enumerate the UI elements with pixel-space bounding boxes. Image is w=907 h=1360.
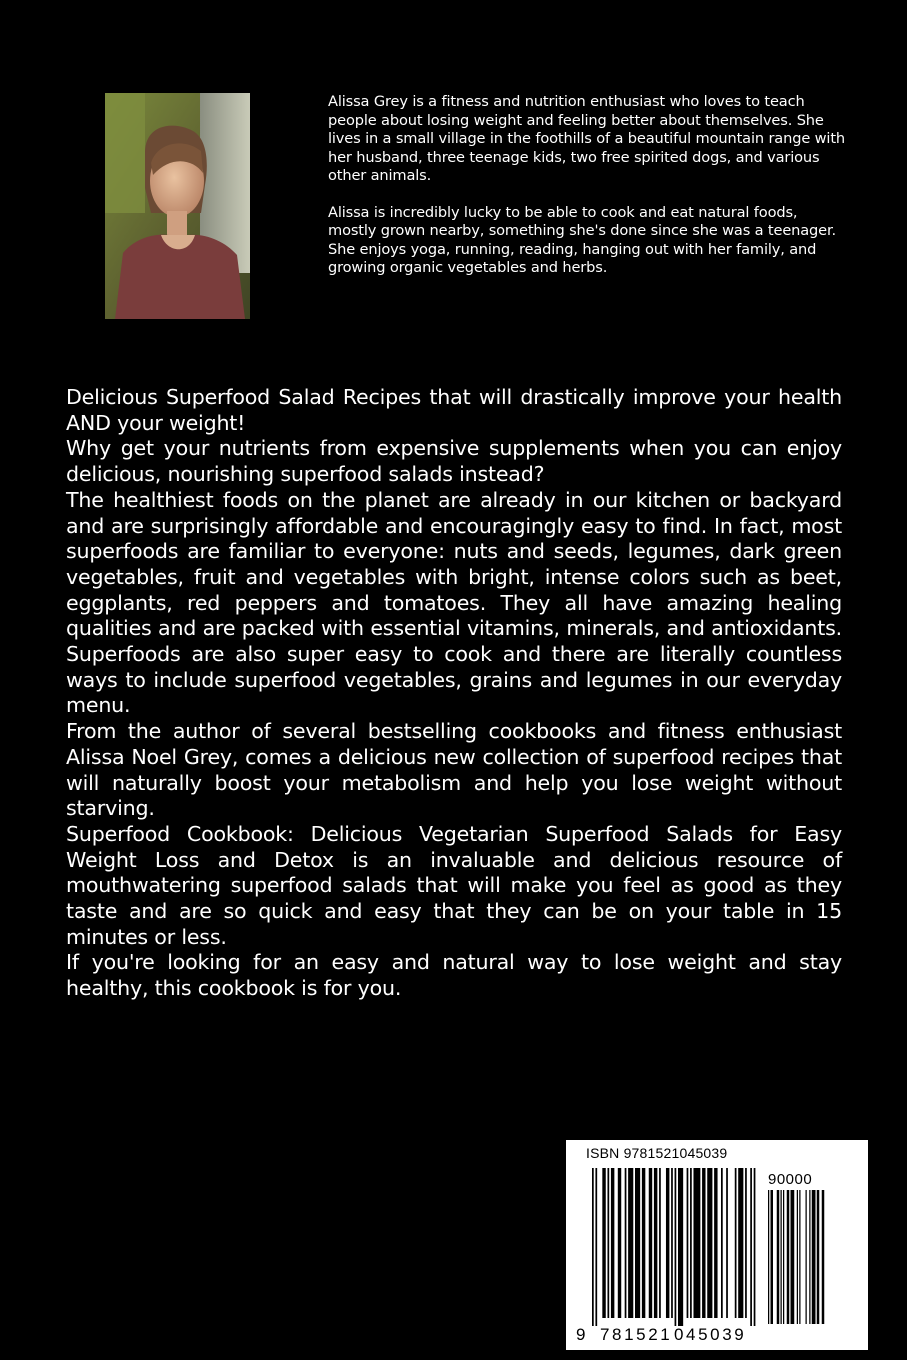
price-code: 90000 bbox=[768, 1171, 813, 1188]
ean-left-digits: 781521 bbox=[600, 1325, 673, 1344]
barcode-bar bbox=[806, 1190, 807, 1324]
author-bio-paragraph: Alissa is incredibly lucky to be able to cook and eat natural foods, mostly grown nearby, something she's done since she was a teenager. She enjoys yoga, running, reading, hanging out with her family, and growing organic vegetables and herbs. bbox=[328, 203, 836, 276]
description-paragraph: If you're looking for an easy and natural way to lose weight and stay healthy, this cookbook is for you. bbox=[66, 950, 842, 1001]
barcode-bar bbox=[592, 1168, 594, 1326]
barcode-bar bbox=[768, 1190, 769, 1324]
description-paragraph: From the author of several bestselling cookbooks and fitness enthusiast Alissa Noel Grey, comes a delicious new collection of superfood recipes that will naturally boost your metabolism and help you lose weight without starving. bbox=[66, 719, 842, 821]
barcode-bar bbox=[777, 1190, 780, 1324]
barcode-bar bbox=[797, 1190, 798, 1324]
ean-first-digit: 9 bbox=[576, 1325, 586, 1344]
barcode-bar bbox=[671, 1168, 673, 1318]
isbn-barcode-box bbox=[566, 1140, 868, 1350]
description-paragraph: Superfood Cookbook: Delicious Vegetarian Superfood Salads for Easy Weight Loss and Detox is an invaluable and delicious resource of mouthwatering superfood salads that will make you feel as good as they taste and are so quick and easy that they can be on your table in 15 minutes or less. bbox=[66, 821, 842, 949]
barcode-bar bbox=[726, 1168, 728, 1318]
barcode-bar bbox=[602, 1168, 605, 1318]
barcode-bar bbox=[628, 1168, 633, 1318]
barcode-bar bbox=[678, 1168, 683, 1326]
barcode-bar bbox=[714, 1168, 717, 1318]
barcode-bar bbox=[822, 1190, 825, 1324]
barcode-bar bbox=[771, 1190, 774, 1324]
barcode-bar bbox=[781, 1190, 782, 1324]
barcode-bar bbox=[687, 1168, 689, 1318]
barcode-bar bbox=[666, 1168, 669, 1318]
barcode-bar bbox=[754, 1168, 756, 1326]
barcode-bar bbox=[702, 1168, 705, 1318]
barcode-bar bbox=[654, 1168, 657, 1318]
barcode-bar bbox=[675, 1168, 677, 1326]
author-photo bbox=[105, 93, 250, 319]
barcode-bar bbox=[618, 1168, 621, 1318]
barcode-bar bbox=[659, 1168, 661, 1318]
barcode-bar bbox=[812, 1190, 816, 1324]
barcode-bar bbox=[635, 1168, 640, 1318]
barcode-bar bbox=[817, 1190, 820, 1324]
description-headline: Delicious Superfood Salad Recipes that will drastically improve your health AND your weight! bbox=[66, 385, 842, 435]
description-paragraph: The healthiest foods on the planet are already in our kitchen or backyard and are surprisingly affordable and encouragingly easy to find. In fact, most superfoods are familiar to everyone: nuts and seeds, legumes, dark green vegetables, fruit and vegetables with bright, intense colors such as beet, eggplants, red peppers and tomatoes. They all have amazing healing qualities and are packed with essential vitamins, minerals, and antioxidants. Superfoods are also super easy to cook and there are literally countless ways to include superfood vegetables, grains and legumes in our everyday menu. bbox=[66, 487, 842, 718]
barcode-bar bbox=[649, 1168, 652, 1318]
ean-right-digits: 045039 bbox=[674, 1325, 747, 1344]
barcode-bar bbox=[693, 1168, 700, 1318]
description-paragraph: Why get your nutrients from expensive supplements when you can enjoy delicious, nourishing superfood salads instead? bbox=[66, 436, 842, 487]
barcode-bar bbox=[735, 1168, 737, 1318]
barcode-bar bbox=[607, 1168, 609, 1318]
barcode-bar bbox=[611, 1168, 614, 1318]
barcode-bar bbox=[707, 1168, 712, 1318]
author-bio-paragraph: Alissa Grey is a fitness and nutrition enthusiast who loves to teach people about losing weight and feeling better about themselves. She lives in a small village in the foothills of a beautiful mountain range with her husband, three teenage kids, two free spirited dogs, and various other animals. bbox=[328, 93, 845, 184]
barcode-bar bbox=[809, 1190, 810, 1324]
barcode-bar bbox=[642, 1168, 645, 1318]
barcode-bar bbox=[595, 1168, 597, 1326]
addon-barcode-bars bbox=[766, 1190, 828, 1328]
barcode-bar bbox=[799, 1190, 800, 1324]
book-description bbox=[66, 385, 842, 1002]
barcode-bar bbox=[791, 1190, 795, 1324]
barcode-bar bbox=[721, 1168, 723, 1318]
barcode-bar bbox=[787, 1190, 790, 1324]
barcode-bar bbox=[783, 1190, 784, 1324]
isbn-label: ISBN 9781521045039 bbox=[586, 1145, 728, 1161]
barcode-bar bbox=[738, 1168, 743, 1318]
barcode-bar bbox=[690, 1168, 692, 1318]
barcode-bar bbox=[625, 1168, 627, 1318]
author-portrait-image bbox=[105, 93, 250, 319]
ean-barcode-bars bbox=[590, 1168, 760, 1328]
author-bio bbox=[328, 93, 848, 296]
barcode-bar bbox=[750, 1168, 752, 1326]
barcode-bar bbox=[745, 1168, 747, 1318]
